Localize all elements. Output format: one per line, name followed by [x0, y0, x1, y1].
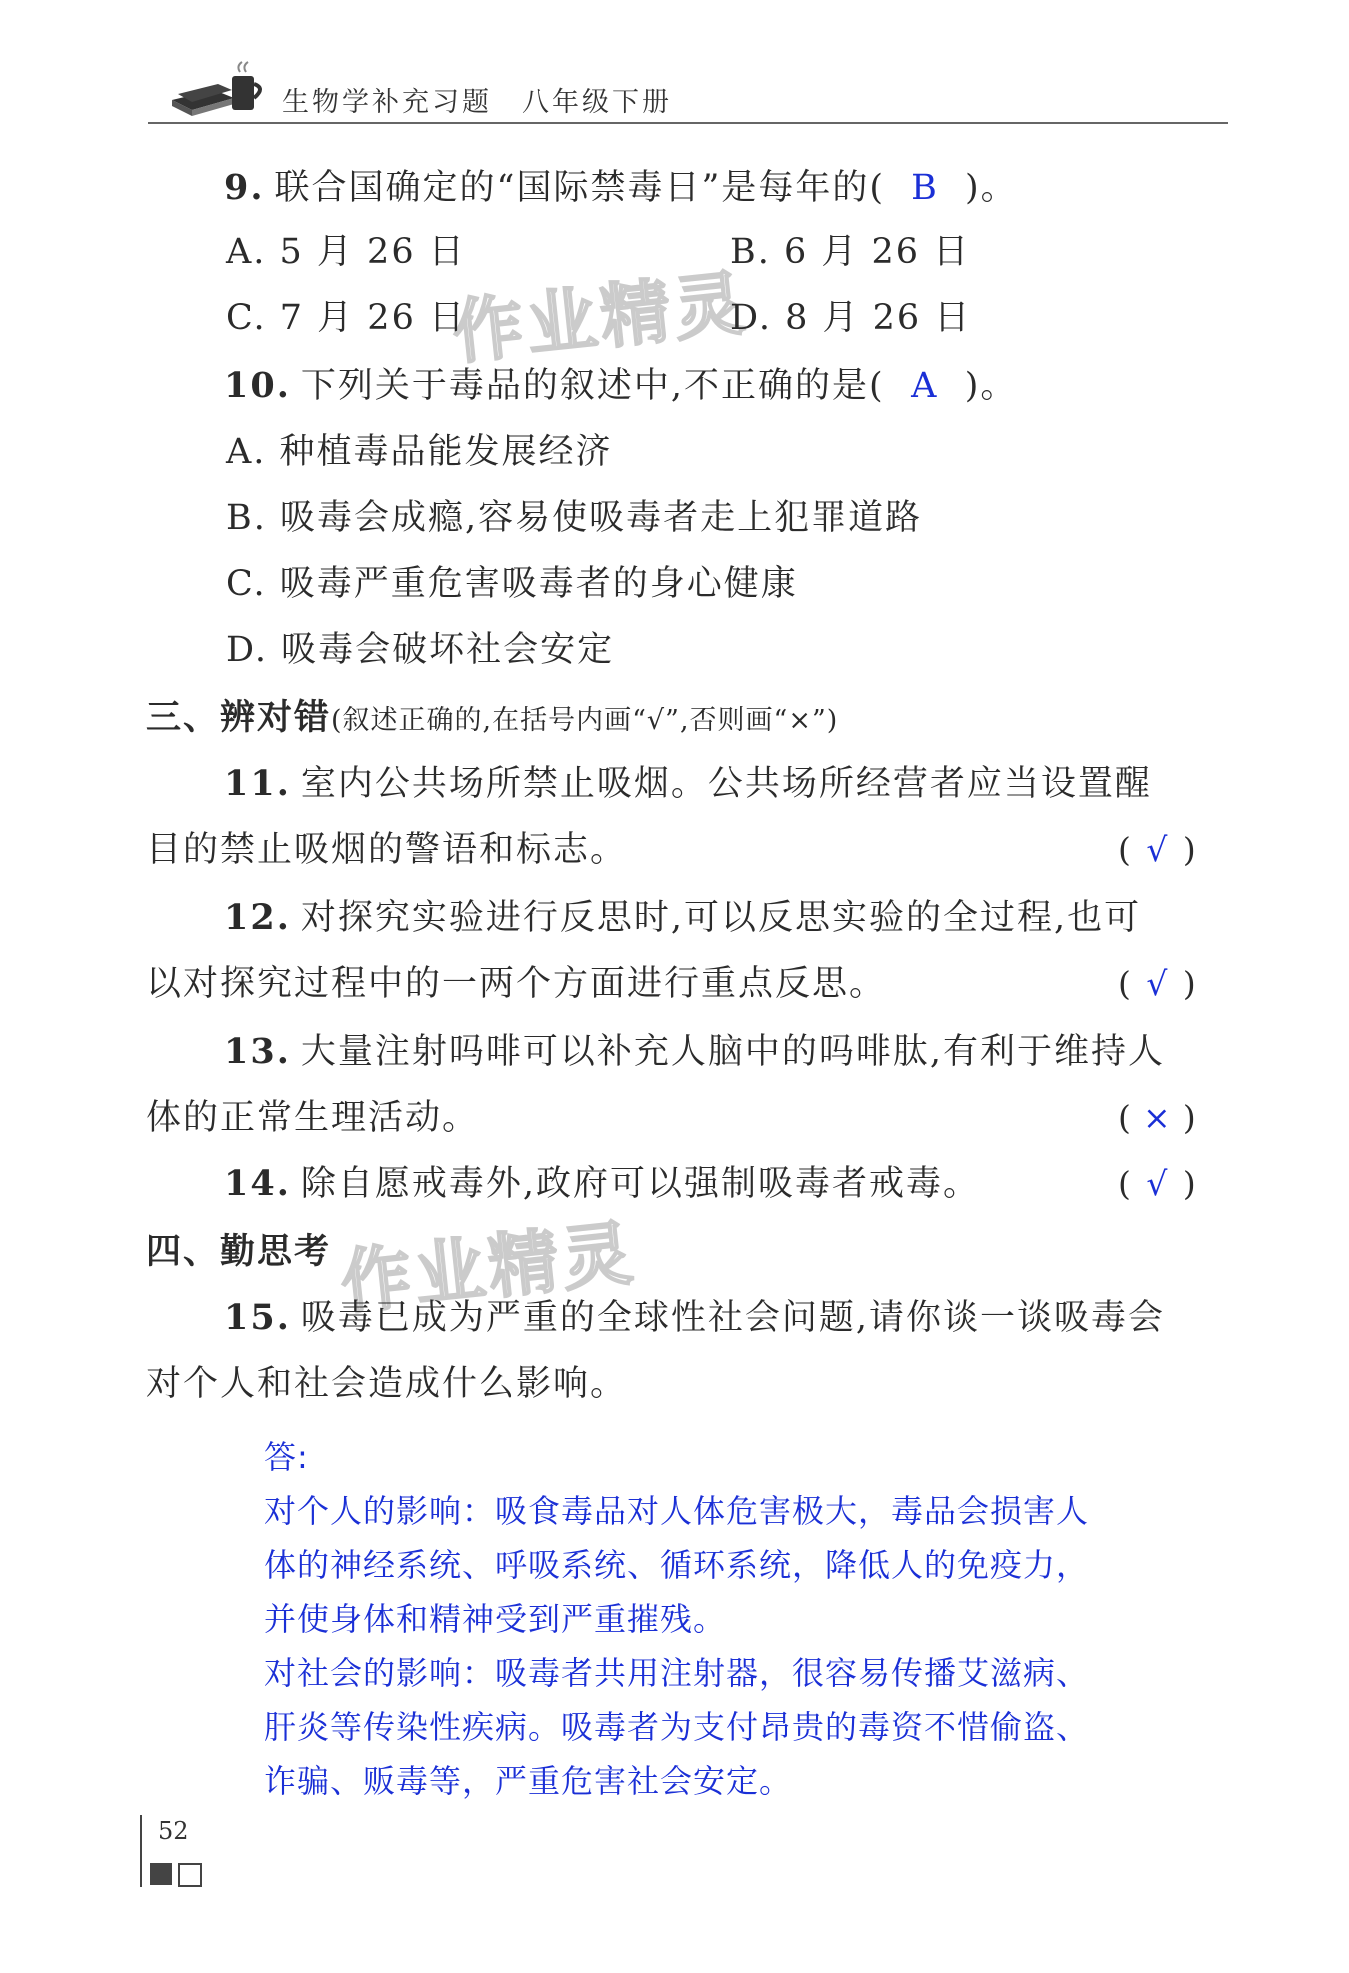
- question-11: [224, 760, 1152, 808]
- question-15: [224, 1294, 1165, 1342]
- option-b: B. 吸毒会成瘾,容易使吸毒者走上犯罪道路: [226, 498, 923, 538]
- question-text: 联合国确定的“国际禁毒日”是每年的(: [274, 168, 885, 208]
- section-title: 三、辨对错: [146, 697, 332, 738]
- judge-mark: √: [1146, 830, 1168, 869]
- question-13: [224, 1028, 1165, 1076]
- question-11-cont: 目的禁止吸烟的警语和标志。: [146, 830, 628, 870]
- question-number: 13.: [224, 1031, 291, 1072]
- judge-bracket: ( × ): [1118, 1094, 1196, 1142]
- question-15-cont: 对个人和社会造成什么影响。: [146, 1364, 628, 1404]
- footer-bar: [140, 1815, 142, 1887]
- question-text: 室内公共场所禁止吸烟。公共场所经营者应当设置醒: [300, 764, 1152, 804]
- option-d: D. 吸毒会破坏社会安定: [226, 630, 615, 670]
- watermark: 作业精灵: [337, 1211, 641, 1325]
- section-4-heading: 四、勤思考: [146, 1231, 332, 1272]
- question-number: 15.: [224, 1297, 291, 1338]
- question-number: 10.: [224, 365, 291, 406]
- question-close: )。: [965, 168, 1018, 208]
- section-3-heading: [146, 694, 838, 745]
- answer-line: 体的神经系统、呼吸系统、循环系统，降低人的免疫力，: [264, 1546, 1090, 1584]
- judge-mark: √: [1146, 964, 1168, 1003]
- option-c: C. 吸毒严重危害吸毒者的身心健康: [226, 564, 798, 604]
- question-14: [224, 1160, 980, 1208]
- judge-bracket: ( √ ): [1118, 960, 1196, 1008]
- option-b: B. 6 月 26 日: [730, 232, 971, 272]
- answer-line: 并使身体和精神受到严重摧残。: [264, 1600, 727, 1638]
- answer-choice: B: [911, 168, 939, 208]
- answer-line: 对个人的影响：吸食毒品对人体危害极大，毒品会损害人: [264, 1492, 1090, 1530]
- question-text: 对探究实验进行反思时,可以反思实验的全过程,也可: [300, 898, 1142, 938]
- empty-square-icon: [178, 1863, 202, 1887]
- option-c: C. 7 月 26 日: [226, 298, 466, 338]
- question-12: [224, 894, 1141, 942]
- question-9: [224, 164, 1018, 212]
- watermark: 作业精灵: [449, 261, 753, 375]
- section-note: (叙述正确的,在括号内画“√”,否则画“×”): [331, 705, 839, 736]
- option-a: A. 5 月 26 日: [226, 232, 466, 272]
- question-number: 11.: [224, 763, 291, 804]
- option-a: A. 种植毒品能发展经济: [226, 432, 613, 472]
- option-d: D. 8 月 26 日: [730, 298, 972, 338]
- answer-choice: A: [911, 366, 939, 406]
- question-number: 9.: [224, 167, 265, 208]
- filled-square-icon: [150, 1863, 172, 1885]
- page-number: 52: [158, 1817, 189, 1845]
- answer-line: 肝炎等传染性疾病。吸毒者为支付昂贵的毒资不惜偷盗、: [264, 1708, 1090, 1746]
- book-cup-icon: [168, 60, 268, 120]
- question-12-cont: 以对探究过程中的一两个方面进行重点反思。: [146, 964, 887, 1004]
- judge-mark: √: [1146, 1164, 1168, 1203]
- question-text: 大量注射吗啡可以补充人脑中的吗啡肽,有利于维持人: [300, 1032, 1166, 1072]
- page-header: [148, 56, 1228, 122]
- answer-line: 答:: [264, 1438, 309, 1476]
- question-number: 14.: [224, 1163, 291, 1204]
- answer-block: [264, 1430, 1224, 1808]
- judge-mark: ×: [1143, 1098, 1171, 1137]
- judge-bracket: ( √ ): [1118, 826, 1196, 874]
- header-divider: [148, 122, 1228, 124]
- question-10: [224, 362, 1017, 410]
- question-number: 12.: [224, 897, 291, 938]
- question-text: 除自愿戒毒外,政府可以强制吸毒者戒毒。: [300, 1164, 981, 1204]
- question-text: 下列关于毒品的叙述中,不正确的是(: [300, 366, 885, 406]
- question-13-cont: 体的正常生理活动。: [146, 1098, 480, 1138]
- question-close: )。: [964, 366, 1018, 406]
- question-text: 吸毒已成为严重的全球性社会问题,请你谈一谈吸毒会: [300, 1298, 1166, 1338]
- answer-line: 诈骗、贩毒等，严重危害社会安定。: [264, 1762, 793, 1800]
- header-title: 生物学补充习题 八年级下册: [282, 87, 672, 118]
- answer-line: 对社会的影响：吸毒者共用注射器，很容易传播艾滋病、: [264, 1654, 1090, 1692]
- judge-bracket: ( √ ): [1118, 1160, 1196, 1208]
